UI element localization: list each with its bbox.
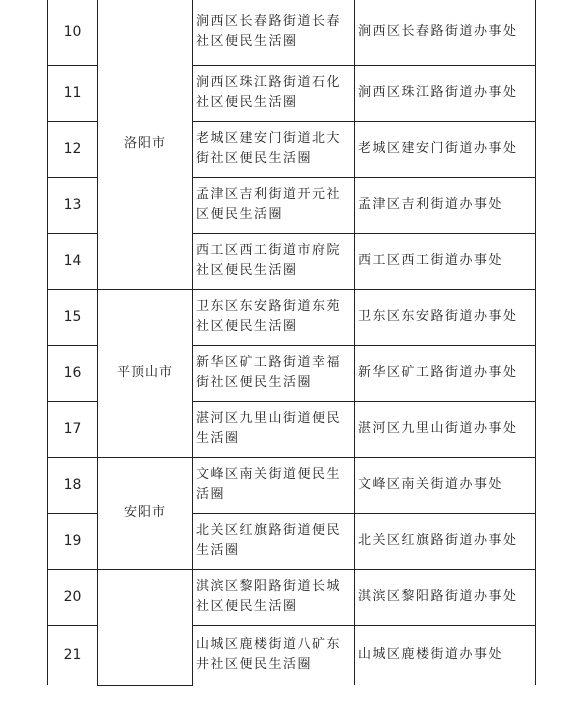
table-row [48,289,536,345]
row-number: 17 [48,401,98,457]
row-number: 18 [48,457,98,513]
city-cell-hebi [98,569,193,685]
office-name: 文峰区南关街道办事处 [355,457,536,513]
table-row [48,569,536,625]
life-circle-name: 北关区红旗路街道便民生活圈 [193,513,355,569]
row-number: 13 [48,177,98,233]
life-circle-name: 山城区鹿楼街道八矿东井社区便民生活圈 [193,625,355,685]
office-name: 老城区建安门街道办事处 [355,121,536,177]
office-name: 西工区西工街道办事处 [355,233,536,289]
life-circle-name: 孟津区吉利街道开元社区便民生活圈 [193,177,355,233]
life-circle-name: 卫东区东安路街道东苑社区便民生活圈 [193,289,355,345]
office-name: 淇滨区黎阳路街道办事处 [355,569,536,625]
row-number: 21 [48,625,98,685]
office-name: 山城区鹿楼街道办事处 [355,625,536,685]
office-name: 孟津区吉利街道办事处 [355,177,536,233]
life-circle-name: 涧西区珠江路街道石化社区便民生活圈 [193,65,355,121]
life-circle-name: 老城区建安门街道北大街社区便民生活圈 [193,121,355,177]
office-name: 涧西区长春路街道办事处 [355,0,536,65]
life-circle-name: 西工区西工街道市府院社区便民生活圈 [193,233,355,289]
life-circle-table [47,0,536,686]
office-name: 卫东区东安路街道办事处 [355,289,536,345]
row-number: 16 [48,345,98,401]
office-name: 湛河区九里山街道办事处 [355,401,536,457]
row-number: 12 [48,121,98,177]
life-circle-name: 新华区矿工路街道幸福街社区便民生活圈 [193,345,355,401]
city-cell-luoyang: 洛阳市 [98,0,193,289]
row-number: 14 [48,233,98,289]
row-number: 20 [48,569,98,625]
city-cell-anyang: 安阳市 [98,457,193,569]
life-circle-name: 淇滨区黎阳路街道长城社区便民生活圈 [193,569,355,625]
page-table-container [47,0,535,686]
city-cell-pingdingshan: 平顶山市 [98,289,193,457]
table-row [48,0,536,65]
office-name: 涧西区珠江路街道办事处 [355,65,536,121]
row-number: 15 [48,289,98,345]
office-name: 北关区红旗路街道办事处 [355,513,536,569]
life-circle-name: 涧西区长春路街道长春社区便民生活圈 [193,0,355,65]
office-name: 新华区矿工路街道办事处 [355,345,536,401]
row-number: 11 [48,65,98,121]
life-circle-name: 湛河区九里山街道便民生活圈 [193,401,355,457]
row-number: 19 [48,513,98,569]
life-circle-name: 文峰区南关街道便民生活圈 [193,457,355,513]
row-number: 10 [48,0,98,65]
table-row [48,457,536,513]
